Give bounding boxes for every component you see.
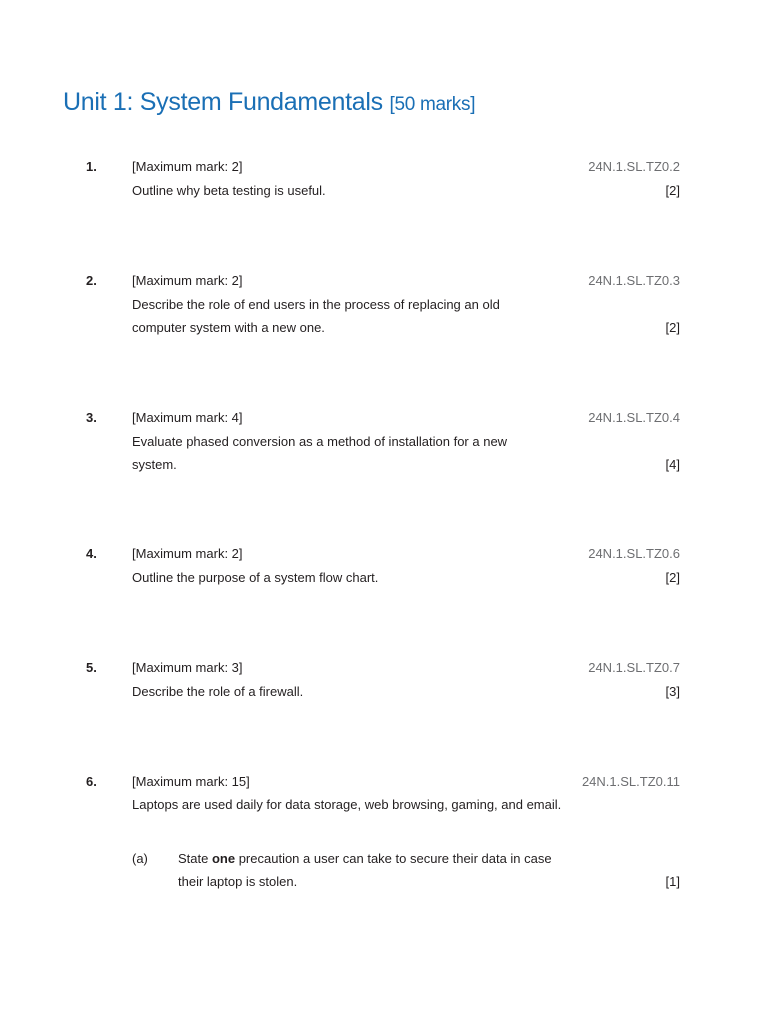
part-text-line [178, 851, 552, 866]
question-reference: 24N.1.SL.TZ0.6 [588, 546, 680, 561]
question-marks: [4] [665, 457, 680, 472]
question-text-line: Outline the purpose of a system flow chart. [132, 570, 379, 585]
part-marks: [1] [665, 874, 680, 889]
question-number: 6. [86, 774, 97, 789]
question-reference: 24N.1.SL.TZ0.3 [588, 273, 680, 288]
question-number: 5. [86, 660, 97, 675]
question-marks: [2] [665, 570, 680, 585]
question-text-line: Evaluate phased conversion as a method of installation for a new [132, 434, 508, 449]
unit-title [63, 88, 475, 117]
question-text-line: Describe the role of end users in the process of replacing an old [132, 297, 500, 312]
part-text-post: precaution a user can take to secure their data in case [235, 851, 552, 866]
question-reference: 24N.1.SL.TZ0.2 [588, 159, 680, 174]
question-reference: 24N.1.SL.TZ0.7 [588, 660, 680, 675]
question-max-mark: [Maximum mark: 15] [132, 774, 250, 789]
part-text-pre: State [178, 851, 212, 866]
part-label: (a) [132, 851, 148, 866]
question-text-line: Describe the role of a firewall. [132, 684, 304, 699]
question-max-mark: [Maximum mark: 3] [132, 660, 243, 675]
part-text-line: their laptop is stolen. [178, 874, 298, 889]
question-marks: [2] [665, 183, 680, 198]
question-max-mark: [Maximum mark: 4] [132, 410, 243, 425]
part-text-emphasis: one [211, 851, 236, 866]
question-max-mark: [Maximum mark: 2] [132, 159, 243, 174]
unit-total-marks: [50 marks] [389, 94, 476, 115]
question-marks: [3] [665, 684, 680, 699]
question-number: 4. [86, 546, 97, 561]
question-text-line: system. [132, 457, 177, 472]
question-reference: 24N.1.SL.TZ0.11 [581, 774, 680, 789]
question-text-line: Laptops are used daily for data storage, web browsing, gaming, and email. [132, 797, 562, 812]
unit-title-text: Unit 1: System Fundamentals [63, 88, 383, 116]
question-text-line: Outline why beta testing is useful. [132, 183, 326, 198]
question-number: 3. [86, 410, 97, 425]
question-number: 2. [86, 273, 97, 288]
question-max-mark: [Maximum mark: 2] [132, 546, 243, 561]
question-marks: [2] [665, 320, 680, 335]
question-text-line: computer system with a new one. [132, 320, 325, 335]
question-max-mark: [Maximum mark: 2] [132, 273, 243, 288]
question-reference: 24N.1.SL.TZ0.4 [588, 410, 680, 425]
question-number: 1. [86, 159, 97, 174]
